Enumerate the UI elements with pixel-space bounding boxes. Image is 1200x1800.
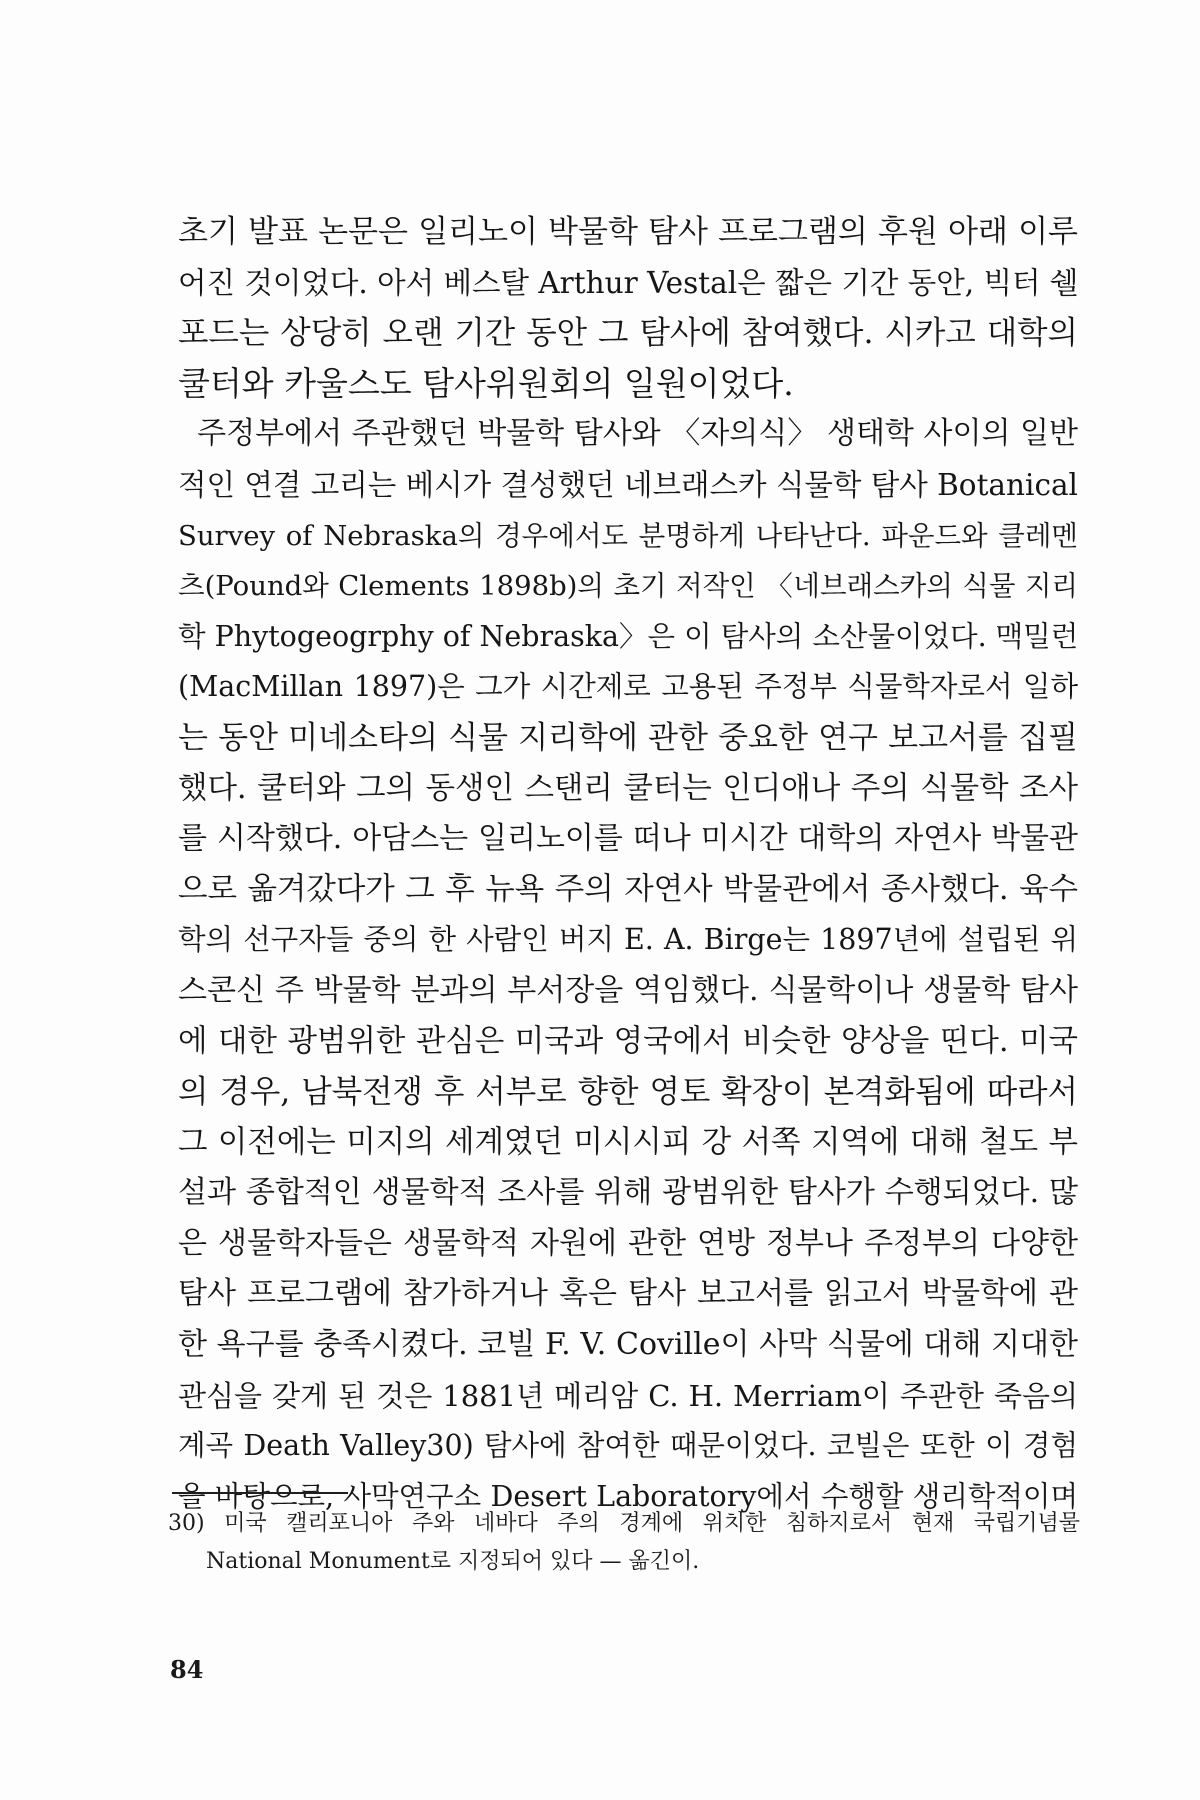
body-line: 에 대한 광범위한 관심은 미국과 영국에서 비슷한 양상을 띤다. 미국 (178, 1023, 1078, 1059)
body-line: 학 Phytogeogrphy of Nebraska〉은 이 탐사의 소산물이었다. 맥밀런 (178, 619, 1079, 653)
body-line: 적인 연결 고리는 베시가 결성했던 네브래스카 식물학 탐사 Botanical (178, 467, 1078, 502)
body-line: 계곡 Death Valley30) 탐사에 참여한 때문이었다. 코빌은 또한 이 경험 (178, 1429, 1078, 1463)
body-line: (MacMillan 1897)은 그가 시간제로 고용된 주정부 식물학자로서 일하 (178, 670, 1078, 704)
body-line: 으로 옮겨갔다가 그 후 뉴욕 주의 자연사 박물관에서 종사했다. 육수 (178, 871, 1078, 907)
body-line: 는 동안 미네소타의 식물 지리학에 관한 중요한 연구 보고서를 집필 (178, 719, 1078, 756)
body-line: 설과 종합적인 생물학적 조사를 위해 광범위한 탐사가 수행되었다. 많 (178, 1175, 1078, 1211)
page-number: 84 (170, 1655, 204, 1684)
body-line: 탐사 프로그램에 참가하거나 혹은 탐사 보고서를 읽고서 박물학에 관 (178, 1276, 1078, 1312)
footnote (168, 1505, 1080, 1581)
body-line: 을 바탕으로, 사막연구소 Desert Laboratory에서 수행할 생리학적이며 (178, 1479, 1078, 1513)
body-line: 관심을 갖게 된 것은 1881년 메리암 C. H. Merriam이 주관한 죽음의 (178, 1378, 1078, 1413)
body-line: Survey of Nebraska의 경우에서도 분명하게 나타난다. 파운드와 클레멘 (178, 519, 1078, 552)
body-line: 포드는 상당히 오랜 기간 동안 그 탐사에 참여했다. 시카고 대학의 (178, 315, 1078, 352)
body-line: 어진 것이었다. 아서 베스탈 Arthur Vestal은 짧은 기간 동안, 빅터 쉘 (178, 265, 1079, 300)
footnote-line: National Monument로 지정되어 있다 — 옮긴이. (206, 1549, 700, 1574)
body-text (178, 207, 1078, 1522)
body-line: 쿨터와 카울스도 탐사위원회의 일원이었다. (178, 363, 794, 403)
body-line: 했다. 쿨터와 그의 동생인 스탠리 쿨터는 인디애나 주의 식물학 조사 (178, 770, 1078, 806)
body-line: 의 경우, 남북전쟁 후 서부로 향한 영토 확장이 본격화됨에 따라서 (178, 1074, 1078, 1111)
footnote-divider (172, 1492, 348, 1494)
body-line: 를 시작했다. 아담스는 일리노이를 떠나 미시간 대학의 자연사 박물관 (178, 821, 1078, 857)
body-line: 학의 선구자들 중의 한 사람인 버지 E. A. Birge는 1897년에 설립된 위 (178, 923, 1078, 957)
body-line: 주정부에서 주관했던 박물학 탐사와 〈자의식〉 생태학 사이의 일반 (178, 416, 1078, 452)
body-line: 은 생물학자들은 생물학적 자원에 관한 연방 정부나 주정부의 다양한 (178, 1225, 1078, 1261)
body-line: 스콘신 주 박물학 분과의 부서장을 역임했다. 식물학이나 생물학 탐사 (178, 972, 1078, 1008)
footnote-line: 30) 미국 캘리포니아 주와 네바다 주의 경계에 위치한 침하지로서 현재 국립기념물 (168, 1511, 1080, 1536)
body-line: 초기 발표 논문은 일리노이 박물학 탐사 프로그램의 후원 아래 이루 (178, 214, 1078, 250)
body-line: 츠(Pound와 Clements 1898b)의 초기 저작인 〈네브래스카의 식물 지리 (178, 570, 1078, 603)
body-line: 한 욕구를 충족시켰다. 코빌 F. V. Coville이 사막 식물에 대해 지대한 (178, 1327, 1078, 1363)
body-line: 그 이전에는 미지의 세계였던 미시시피 강 서쪽 지역에 대해 철도 부 (178, 1124, 1078, 1160)
